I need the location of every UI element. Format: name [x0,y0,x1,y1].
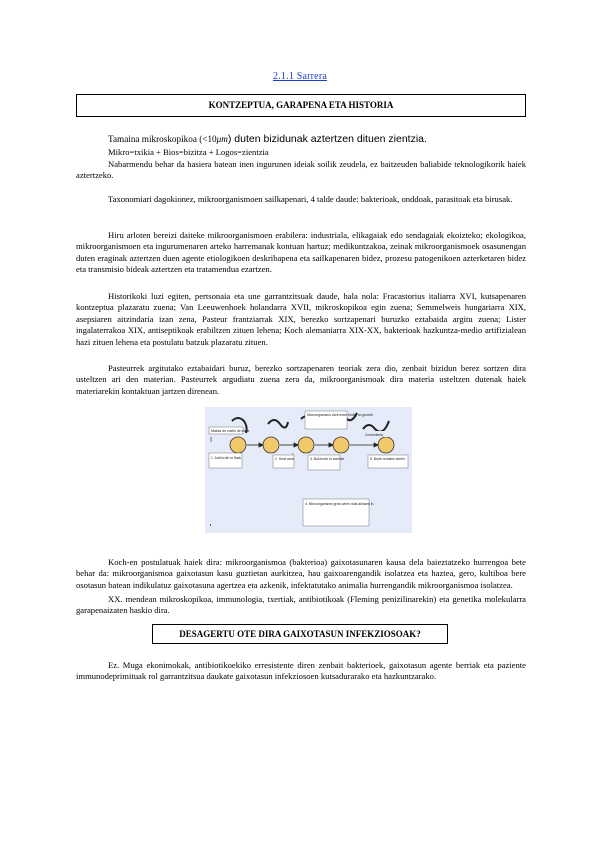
paragraph-fields: Hiru arloten bereizi daiteke mikroorganismoen erabilera: industriala, elikagaiak edo sendagaiak ekoizteko; ekologikoa, mikroorganismoen eta ingurumenaren arteko harremanak kontuan hartuz; medikuntzakoa, zeinak mikroorganismoek osasunengan duten eraginak aztertzen duen agente etiologikoen deskribapena eta sailkapenaren bidez, prozesu patogenikoen azterketaren bidez eta transmisio bideak aztertzen eta tratamendua ezartzen. [76,230,526,275]
definition-suffix: ) duten bizidunak aztertzen dituen zientzia. [227,133,427,145]
label-step5: 5. Broth remains sterile. [370,457,406,461]
label-no-growth: Microorganisms dont enter broth; no growth. [307,413,374,417]
label-step2: 2. Heat neck. [275,457,295,461]
section-title-history: KONTZEPTUA, GARAPENA ETA HISTORIA [76,94,526,117]
paragraph-intro: Nabarmendu behar da hasiera batean inen ingurunen ideiak soilik zeudela, ez baitzeuden baliabide teknologikorik haiek aztertzeko. [76,159,526,181]
definition-line [108,133,427,145]
paragraph-pasteur: Pasteurrek argitutako eztabaidari buruz, berezko sortzapenaren teoriak zera dio, zenbait bizidun berez sortzen dira usteltzen ari den materian. Pasteurrek argudiatu zuena zera da, mikroorganismoak dira materia usteltzen dutenak haiek materiarekin kontaktuan jartzen direnean. [76,363,526,396]
pasteur-diagram [205,407,412,533]
section-link[interactable]: 2.1.1 Sarrera [273,71,327,82]
micrometer-unit: μm [216,134,228,144]
definition-prefix: Tamaina mikroskopikoa (<10 [108,134,217,144]
pasteur-experiment-figure [205,407,412,533]
section-title-infectious: DESAGERTU OTE DIRA GAIXOTASUN INFEKZIOSOAK? [152,624,448,644]
label-swan-neck: Matraz de cuello de cisne [211,429,250,433]
label-growth: Crecimiento [365,433,384,437]
etymology-line: Mikro=txikia + Bios=bizitza + Logos=zientzia [108,147,269,157]
paragraph-infectious: Ez. Muga ekonimokak, antibiotikoekiko erresistente diren zenbait bakterioek, gaixotasun agente berriak eta paziente immunodeprimituak rol garrantzitsua daukate gaixotasun infekziosoen kutsadurarako eta hazkuntzarako. [76,660,526,682]
label-step1: 1. Add broth to flask. [211,456,242,460]
label-step4: 4. Microorganisms grow when dust allowed in. [305,502,375,506]
paragraph-koch: Koch-en postulatuak haiek dira: mikroorganismoa (bakterioa) gaixotasunaren kausa dela baieztatzeko hurrengoa bete behar da: mikroorganismoa gaixotasun kasu guztietan aurkitzea, hau gaixoarengandik isolatzea eta haztea, gero, kultiboa bere osotasun batean indikulatuz gaixotasuna agertzea eta azkenik, infektatutako animalia hurrengandik mikroorganismoa isolatzea. [76,557,526,590]
paragraph-taxonomy: Taxonomiari dagokionez, mikroorganismoen sailkapenari, 4 talde daude: bakterioak, onddoak, parasitoak eta birusak. [108,194,513,204]
paragraph-20th-century: XX. mendean mikroskopikoa, immunologia, txertiak, antibiotikoak (Fleming penizilinarekin) eta genetika molekularra garapenaizaten haskio dira. [76,594,526,616]
label-step3: 3. Boil broth to sterilize. [310,457,346,461]
paragraph-history: Historikoki luzi egiten, pertsonaia eta une garrantzitsuak daude, hala nola: Fracastorius italiarra XVI, kutsapenaren kontzeptua plazaratu zuena; Van Leeuwenhoek holandarra XVII, mikroskopikoa egin zuena; Semmelweis hungariarra XIX, asepsiaren aitzindaria izan zena, Pasteur frantziarrak XIX, berezko sortzapenari buruzko eztabaida argitu zuena; Lister ingalaterrakoa XIX, antiseptikoak erabiltzen zituen lehena; Koch alemaniarra XIX-XX, bakterioak hazkuntza-medio artifizialean hazi zituen lehena eta postulatu batzuk plazaratu zituen. [76,291,526,347]
